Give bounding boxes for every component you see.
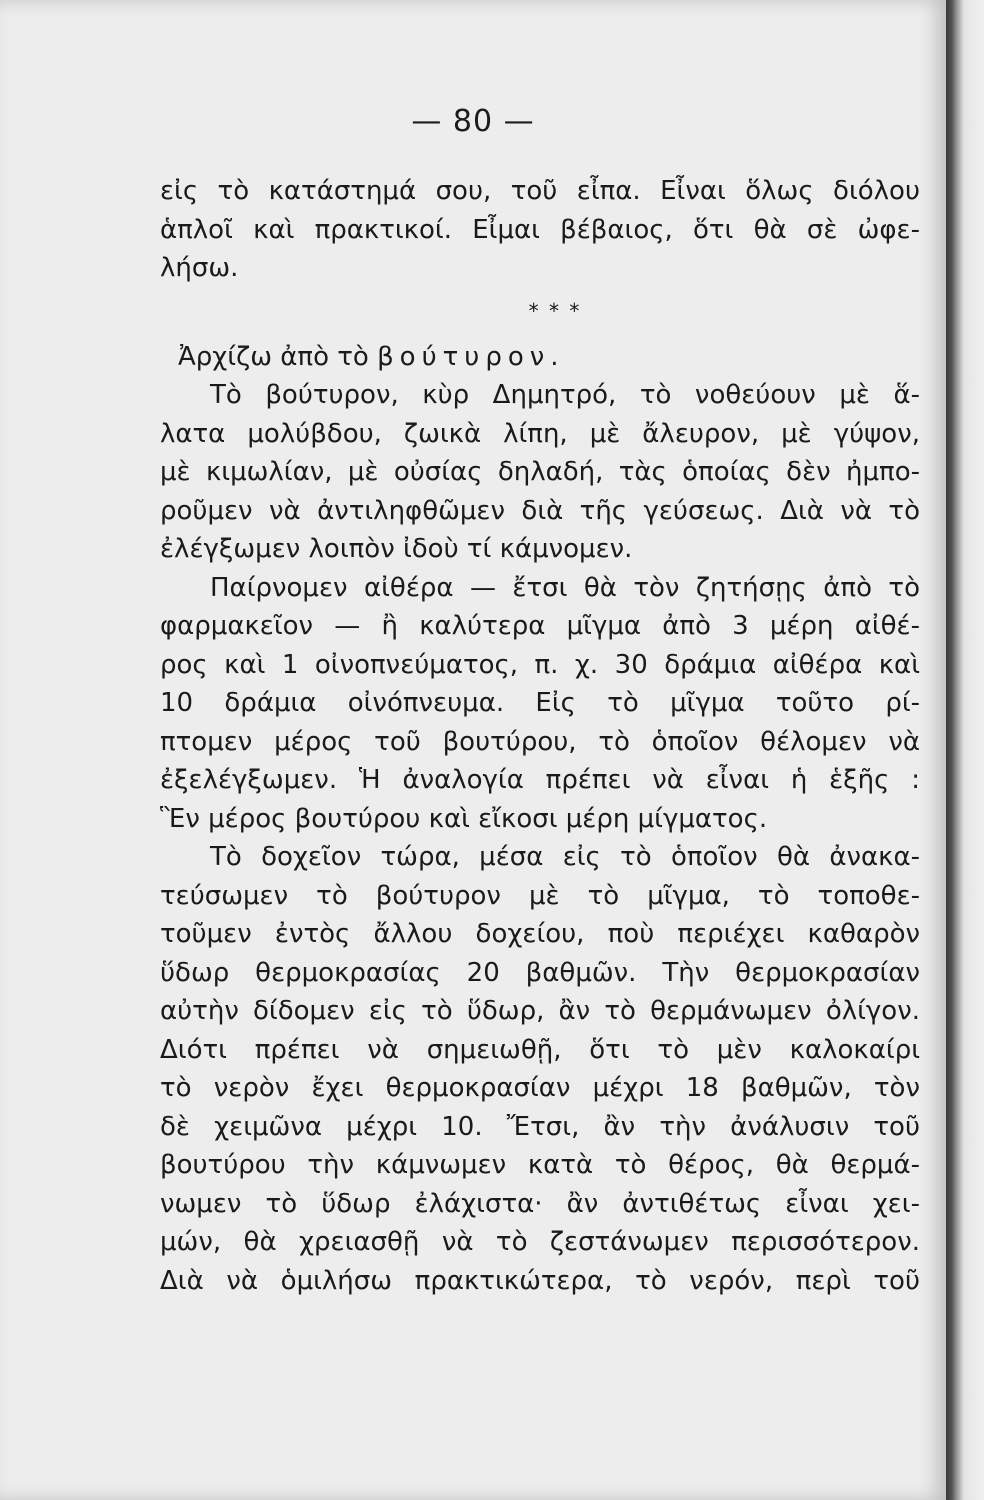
text-line: λατα μολύβδου, ζωικὰ λίπη, μὲ ἄλευρον, μὲ γύψον, [160,418,920,449]
text-line: μών, θὰ χρειασθῇ νὰ τὸ ζεστάνωμεν περισσότερον. [160,1227,920,1257]
text-line: τὸ νερὸν ἔχει θερμοκρασίαν μέχρι 18 βαθμῶν, τὸν [160,1073,920,1103]
text-line: ἐξελέγξωμεν. Ἡ ἀναλογία πρέπει νὰ εἶναι ἡ ἑξῆς : [160,765,920,795]
text-line: εἰς τὸ κατάστημά σου, τοῦ εἶπα. Εἶναι ὅλως διόλου [160,176,920,206]
text-line: δὲ χειμῶνα μέχρι 10. Ἔτσι, ἂν τὴν ἀνάλυσιν τοῦ [160,1111,920,1142]
text-line: Παίρνομεν αἰθέρα — ἔτσι θὰ τὸν ζητήσῃς ἀπὸ τὸ [210,572,920,603]
text-line: Τὸ δοχεῖον τώρα, μέσα εἰς τὸ ὁποῖον θὰ ἀνακα- [210,842,920,872]
text-line: Διὰ νὰ ὁμιλήσω πρακτικώτερα, τὸ νερόν, περὶ τοῦ [160,1265,920,1296]
book-spine-edge [946,0,984,1500]
text-line: τοῦμεν ἐντὸς ἄλλου δοχείου, ποὺ περιέχει καθαρὸν [160,919,920,949]
text-line: ρος καὶ 1 οἰνοπνεύματος, π. χ. 30 δράμια αἰθέρα καὶ [160,649,920,680]
text-line: 10 δράμια οἰνόπνευμα. Εἰς τὸ μῖγμα τοῦτο ρί- [160,688,920,718]
text-line: μὲ κιμωλίαν, μὲ οὐσίας δηλαδή, τὰς ὁποίας δὲν ἠμπο- [160,457,920,487]
text-line: φαρμακεῖον — ἢ καλύτερα μῖγμα ἀπὸ 3 μέρη αἰθέ- [160,611,920,641]
text-line: αὐτὴν δίδομεν εἰς τὸ ὕδωρ, ἂν τὸ θερμάνωμεν ὀλίγον. [160,996,920,1026]
text-line: βουτύρου τὴν κάμνωμεν κατὰ τὸ θέρος, θὰ θερμά- [160,1150,920,1180]
page-number: — 80 — [411,104,535,139]
section-heading [160,338,920,377]
section-divider-asterisks: * * * [528,298,582,323]
text-line: Ἓν μέρος βουτύρου καὶ εἴκοσι μέρη μίγματος. [160,803,768,834]
body-text [160,172,920,1300]
text-line: τεύσωμεν τὸ βούτυρον μὲ τὸ μῖγμα, τὸ τοποθε- [160,880,920,911]
text-line: νωμεν τὸ ὕδωρ ἐλάχιστα· ἂν ἀντιθέτως εἶναι χει- [160,1188,920,1219]
text-line: ὕδωρ θερμοκρασίας 20 βαθμῶν. Τὴν θερμοκρασίαν [160,957,920,988]
text-line: Διότι πρέπει νὰ σημειωθῇ, ὅτι τὸ μὲν καλοκαίρι [160,1034,920,1065]
text-line: πτομεν μέρος τοῦ βουτύρου, τὸ ὁποῖον θέλομεν νὰ [160,726,920,757]
text-line: Τὸ βούτυρον, κὺρ Δημητρό, τὸ νοθεύουν μὲ ἅ- [210,380,920,410]
heading-word: βούτυρον. [377,341,565,372]
text-line: λήσω. [160,253,239,283]
text-line: ἐλέγξωμεν λοιπὸν ἰδοὺ τί κάμνομεν. [160,534,633,564]
text-line: ροῦμεν νὰ ἀντιληφθῶμεν διὰ τῆς γεύσεως. Διὰ νὰ τὸ [160,495,920,526]
text-line: ἁπλοῖ καὶ πρακτικοί. Εἶμαι βέβαιος, ὅτι θὰ σὲ ὠφε- [160,214,920,245]
heading-prefix: Ἀρχίζω ἀπὸ τὸ [178,341,369,372]
